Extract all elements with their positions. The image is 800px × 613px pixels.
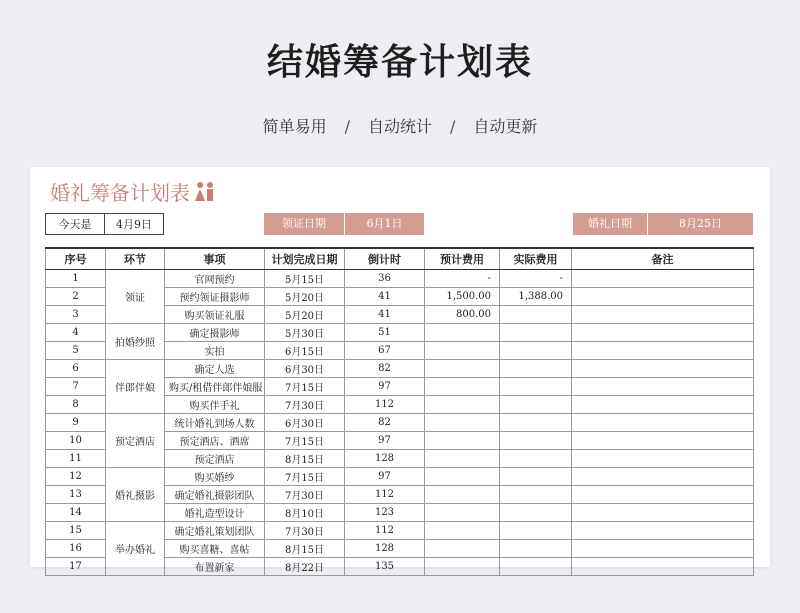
due-date-cell[interactable]: 6月30日 [265, 360, 345, 378]
countdown-cell: 97 [345, 432, 425, 450]
actual-cost-cell[interactable] [500, 342, 572, 360]
due-date-cell[interactable]: 8月15日 [265, 540, 345, 558]
countdown-cell: 123 [345, 504, 425, 522]
due-date-cell[interactable]: 8月10日 [265, 504, 345, 522]
estimated-cost-cell[interactable] [425, 396, 500, 414]
estimated-cost-cell[interactable] [425, 540, 500, 558]
due-date-cell[interactable]: 8月15日 [265, 450, 345, 468]
row-number-cell: 13 [46, 486, 106, 504]
table-row [46, 468, 754, 486]
row-number-cell: 4 [46, 324, 106, 342]
table-row [46, 414, 754, 432]
item-cell[interactable]: 购买伴手礼 [165, 396, 265, 414]
due-date-cell[interactable]: 5月30日 [265, 324, 345, 342]
note-cell[interactable] [572, 468, 754, 486]
item-cell[interactable]: 确定婚礼策划团队 [165, 522, 265, 540]
actual-cost-cell[interactable] [500, 558, 572, 576]
due-date-cell[interactable]: 7月15日 [265, 378, 345, 396]
row-number-cell: 6 [46, 360, 106, 378]
due-date-cell[interactable]: 8月22日 [265, 558, 345, 576]
note-cell[interactable] [572, 432, 754, 450]
estimated-cost-cell[interactable] [425, 360, 500, 378]
row-number-cell: 1 [46, 270, 106, 288]
table-row [46, 360, 754, 378]
spreadsheet-preview [30, 167, 770, 574]
estimated-cost-cell[interactable] [425, 468, 500, 486]
row-number-cell: 10 [46, 432, 106, 450]
countdown-cell: 36 [345, 270, 425, 288]
sheet-title: 婚礼筹备计划表 [50, 181, 190, 205]
actual-cost-cell[interactable] [500, 432, 572, 450]
table-row [46, 522, 754, 540]
note-cell[interactable] [572, 360, 754, 378]
table-header-row [46, 248, 754, 270]
item-cell[interactable]: 购买/租借伴郎伴娘服 [165, 378, 265, 396]
countdown-cell: 41 [345, 306, 425, 324]
item-cell[interactable]: 预定酒店、酒席 [165, 432, 265, 450]
table-row [46, 324, 754, 342]
header-cell: 序号 [46, 248, 106, 270]
actual-cost-cell[interactable] [500, 360, 572, 378]
due-date-cell[interactable]: 7月15日 [265, 432, 345, 450]
header-cell: 事项 [165, 248, 265, 270]
item-cell[interactable]: 确定婚礼摄影团队 [165, 486, 265, 504]
due-date-cell[interactable]: 7月15日 [265, 468, 345, 486]
stage-cell: 举办婚礼 [106, 522, 165, 576]
actual-cost-cell[interactable]: 1,388.00 [500, 288, 572, 306]
countdown-cell: 112 [345, 522, 425, 540]
countdown-cell: 112 [345, 396, 425, 414]
actual-cost-cell[interactable] [500, 450, 572, 468]
row-number-cell: 9 [46, 414, 106, 432]
note-cell[interactable] [572, 450, 754, 468]
subtitle-separator: / [344, 117, 350, 136]
note-cell[interactable] [572, 378, 754, 396]
note-cell[interactable] [572, 522, 754, 540]
estimated-cost-cell[interactable]: - [425, 270, 500, 288]
note-cell[interactable] [572, 306, 754, 324]
estimated-cost-cell[interactable] [425, 342, 500, 360]
actual-cost-cell[interactable] [500, 306, 572, 324]
due-date-cell[interactable]: 7月30日 [265, 396, 345, 414]
due-date-cell[interactable]: 5月15日 [265, 270, 345, 288]
due-date-cell[interactable]: 6月15日 [265, 342, 345, 360]
row-number-cell: 7 [46, 378, 106, 396]
item-cell[interactable]: 购买领证礼服 [165, 306, 265, 324]
countdown-cell: 135 [345, 558, 425, 576]
subtitle-item: 简单易用 [262, 117, 327, 136]
subtitle-separator: / [450, 117, 456, 136]
row-number-cell: 12 [46, 468, 106, 486]
countdown-cell: 67 [345, 342, 425, 360]
header-cell: 倒计时 [345, 248, 425, 270]
actual-cost-cell[interactable] [500, 396, 572, 414]
item-cell[interactable]: 统计婚礼到场人数 [165, 414, 265, 432]
row-number-cell: 2 [46, 288, 106, 306]
row-number-cell: 15 [46, 522, 106, 540]
header-cell: 环节 [106, 248, 165, 270]
header-cell: 预计费用 [425, 248, 500, 270]
note-cell[interactable] [572, 414, 754, 432]
item-cell[interactable]: 确定人选 [165, 360, 265, 378]
note-cell[interactable] [572, 486, 754, 504]
row-number-cell: 17 [46, 558, 106, 576]
plan-table [45, 247, 754, 576]
estimated-cost-cell[interactable] [425, 486, 500, 504]
wedding-date-value[interactable]: 8月25日 [647, 213, 753, 235]
estimated-cost-cell[interactable] [425, 378, 500, 396]
countdown-cell: 128 [345, 450, 425, 468]
actual-cost-cell[interactable] [500, 486, 572, 504]
today-value[interactable]: 4月9日 [104, 213, 164, 235]
header-cell: 实际费用 [500, 248, 572, 270]
estimated-cost-cell[interactable] [425, 324, 500, 342]
item-cell[interactable]: 实拍 [165, 342, 265, 360]
estimated-cost-cell[interactable]: 1,500.00 [425, 288, 500, 306]
actual-cost-cell[interactable] [500, 522, 572, 540]
actual-cost-cell[interactable] [500, 324, 572, 342]
wedding-date-label: 婚礼日期 [572, 213, 647, 235]
actual-cost-cell[interactable] [500, 414, 572, 432]
subtitle-item: 自动更新 [473, 117, 538, 136]
row-number-cell: 8 [46, 396, 106, 414]
note-cell[interactable] [572, 540, 754, 558]
estimated-cost-cell[interactable] [425, 414, 500, 432]
header-cell: 备注 [572, 248, 754, 270]
countdown-cell: 112 [345, 486, 425, 504]
license-date-label: 领证日期 [264, 213, 344, 235]
countdown-cell: 128 [345, 540, 425, 558]
estimated-cost-cell[interactable] [425, 432, 500, 450]
countdown-cell: 82 [345, 360, 425, 378]
row-number-cell: 5 [46, 342, 106, 360]
header-cell: 计划完成日期 [265, 248, 345, 270]
note-cell[interactable] [572, 558, 754, 576]
due-date-cell[interactable]: 7月30日 [265, 486, 345, 504]
due-date-cell[interactable]: 5月20日 [265, 288, 345, 306]
actual-cost-cell[interactable] [500, 378, 572, 396]
note-cell[interactable] [572, 324, 754, 342]
couple-icon [192, 180, 218, 202]
stage-cell: 预定酒店 [106, 414, 165, 468]
page-title: 结婚筹备计划表 [266, 42, 533, 83]
estimated-cost-cell[interactable] [425, 450, 500, 468]
actual-cost-cell[interactable] [500, 504, 572, 522]
row-number-cell: 16 [46, 540, 106, 558]
subtitle-item: 自动统计 [367, 117, 432, 136]
item-cell[interactable]: 确定摄影师 [165, 324, 265, 342]
due-date-cell[interactable]: 6月30日 [265, 414, 345, 432]
countdown-cell: 97 [345, 378, 425, 396]
estimated-cost-cell[interactable]: 800.00 [425, 306, 500, 324]
note-cell[interactable] [572, 342, 754, 360]
item-cell[interactable]: 婚礼造型设计 [165, 504, 265, 522]
item-cell[interactable]: 预约领证摄影师 [165, 288, 265, 306]
estimated-cost-cell[interactable] [425, 504, 500, 522]
countdown-cell: 97 [345, 468, 425, 486]
stage-cell: 拍婚纱照 [106, 324, 165, 360]
actual-cost-cell[interactable] [500, 468, 572, 486]
row-number-cell: 3 [46, 306, 106, 324]
stage-cell: 伴郎伴娘 [106, 360, 165, 414]
note-cell[interactable] [572, 288, 754, 306]
due-date-cell[interactable]: 7月30日 [265, 522, 345, 540]
item-cell[interactable]: 购买喜糖、喜帖 [165, 540, 265, 558]
note-cell[interactable] [572, 396, 754, 414]
row-number-cell: 11 [46, 450, 106, 468]
today-label: 今天是 [45, 213, 105, 235]
item-cell[interactable]: 官网预约 [165, 270, 265, 288]
note-cell[interactable] [572, 270, 754, 288]
actual-cost-cell[interactable]: - [500, 270, 572, 288]
countdown-cell: 51 [345, 324, 425, 342]
estimated-cost-cell[interactable] [425, 558, 500, 576]
estimated-cost-cell[interactable] [425, 522, 500, 540]
stage-cell: 婚礼摄影 [106, 468, 165, 522]
license-date-value[interactable]: 6月1日 [344, 213, 424, 235]
stage-cell: 领证 [106, 270, 165, 324]
due-date-cell[interactable]: 5月20日 [265, 306, 345, 324]
item-cell[interactable]: 布置新家 [165, 558, 265, 576]
item-cell[interactable]: 预定酒店 [165, 450, 265, 468]
countdown-cell: 82 [345, 414, 425, 432]
countdown-cell: 41 [345, 288, 425, 306]
actual-cost-cell[interactable] [500, 540, 572, 558]
row-number-cell: 14 [46, 504, 106, 522]
table-row [46, 270, 754, 288]
item-cell[interactable]: 购买婚纱 [165, 468, 265, 486]
date-info-row [45, 213, 753, 237]
note-cell[interactable] [572, 504, 754, 522]
page-subtitle [0, 114, 800, 137]
